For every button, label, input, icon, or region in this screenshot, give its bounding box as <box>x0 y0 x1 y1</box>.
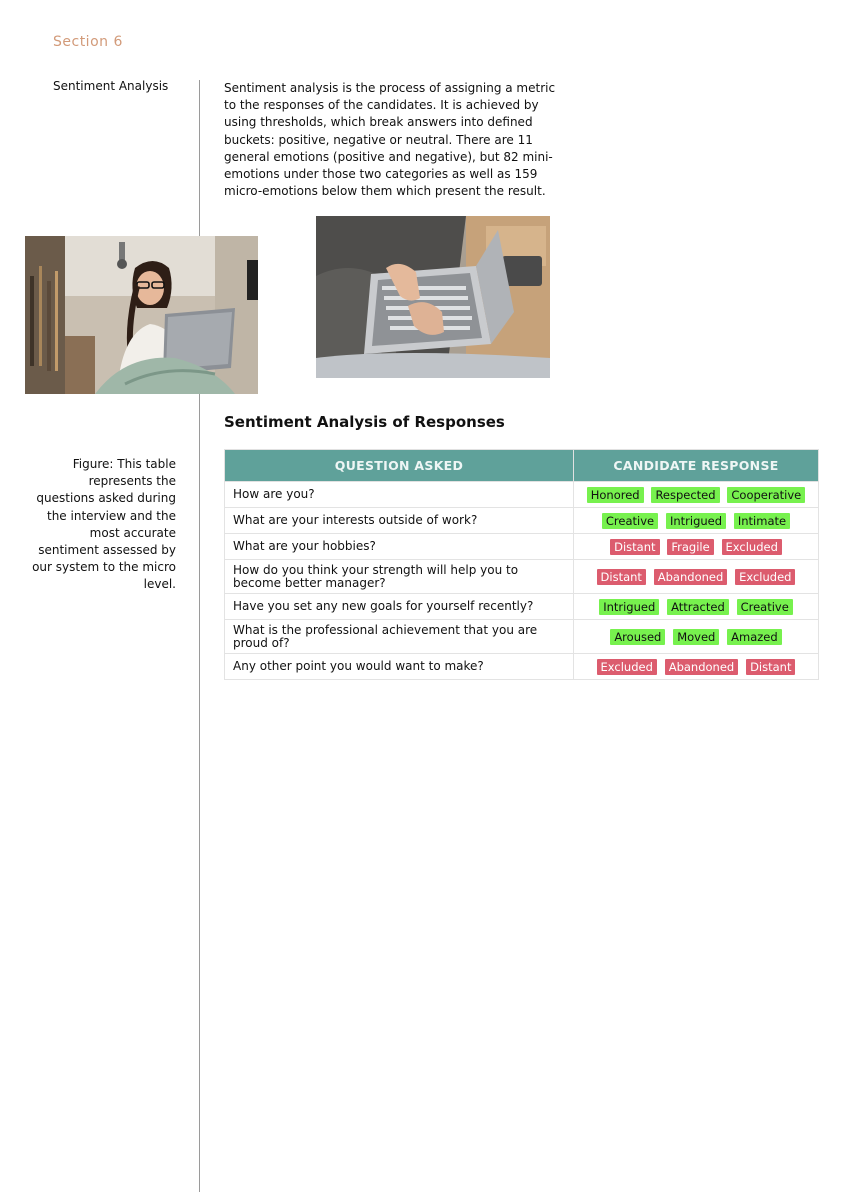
sentiment-tag: Moved <box>673 629 719 645</box>
sentiment-tag: Intrigued <box>599 599 659 615</box>
question-cell: What are your interests outside of work? <box>225 508 574 534</box>
figure-caption: Figure: This table represents the questions asked during the interview and the most accurate sentiment assessed by our system to the micro level. <box>32 457 176 592</box>
response-cell <box>574 594 819 620</box>
sentiment-tag: Intimate <box>734 513 790 529</box>
sentiment-tag: Distant <box>610 539 659 555</box>
question-cell: What is the professional achievement that you are proud of? <box>225 620 574 654</box>
table-row <box>225 654 819 680</box>
response-cell <box>574 654 819 680</box>
table-header-row <box>225 450 819 482</box>
sentiment-tag: Creative <box>602 513 658 529</box>
question-cell: Any other point you would want to make? <box>225 654 574 680</box>
section-label: Section 6 <box>53 34 123 50</box>
response-cell <box>574 534 819 560</box>
sentiment-tag: Excluded <box>735 569 795 585</box>
question-cell: How do you think your strength will help you to become better manager? <box>225 560 574 594</box>
sentiment-tag: Distant <box>597 569 646 585</box>
sentiment-tag: Excluded <box>722 539 782 555</box>
sentiment-table <box>224 449 819 680</box>
photo-woman-laptop <box>25 236 258 394</box>
table-row <box>225 482 819 508</box>
question-cell: What are your hobbies? <box>225 534 574 560</box>
sentiment-tag: Abandoned <box>654 569 728 585</box>
table-row <box>225 594 819 620</box>
sidebar-title: Sentiment Analysis <box>53 79 169 93</box>
sentiment-tag: Distant <box>746 659 795 675</box>
sentiment-tag: Honored <box>587 487 644 503</box>
table-title: Sentiment Analysis of Responses <box>224 413 505 431</box>
question-cell: How are you? <box>225 482 574 508</box>
sentiment-tag: Cooperative <box>727 487 805 503</box>
sentiment-tag: Attracted <box>667 599 729 615</box>
header-question: QUESTION ASKED <box>225 450 574 482</box>
table-row <box>225 508 819 534</box>
sentiment-tag: Excluded <box>597 659 657 675</box>
response-cell <box>574 508 819 534</box>
header-response: CANDIDATE RESPONSE <box>574 450 819 482</box>
response-cell <box>574 482 819 508</box>
table-row <box>225 560 819 594</box>
photo-hands-laptop <box>316 216 550 378</box>
table-row <box>225 620 819 654</box>
sentiment-tag: Respected <box>651 487 719 503</box>
sentiment-tag: Fragile <box>667 539 713 555</box>
sentiment-tag: Amazed <box>727 629 782 645</box>
sentiment-tag: Aroused <box>610 629 665 645</box>
sentiment-tag: Intrigued <box>666 513 726 529</box>
table-row <box>225 534 819 560</box>
response-cell <box>574 560 819 594</box>
question-cell: Have you set any new goals for yourself recently? <box>225 594 574 620</box>
sentiment-tag: Abandoned <box>665 659 739 675</box>
response-cell <box>574 620 819 654</box>
sentiment-tag: Creative <box>737 599 793 615</box>
intro-paragraph: Sentiment analysis is the process of assigning a metric to the responses of the candidates. It is achieved by using thresholds, which break answers into defined buckets: positive, negative or neutral. There are 11 general emotions (positive and negative), but 82 mini-emotions under those two categories as well as 159 micro-emotions below them which present the result. <box>224 81 556 199</box>
